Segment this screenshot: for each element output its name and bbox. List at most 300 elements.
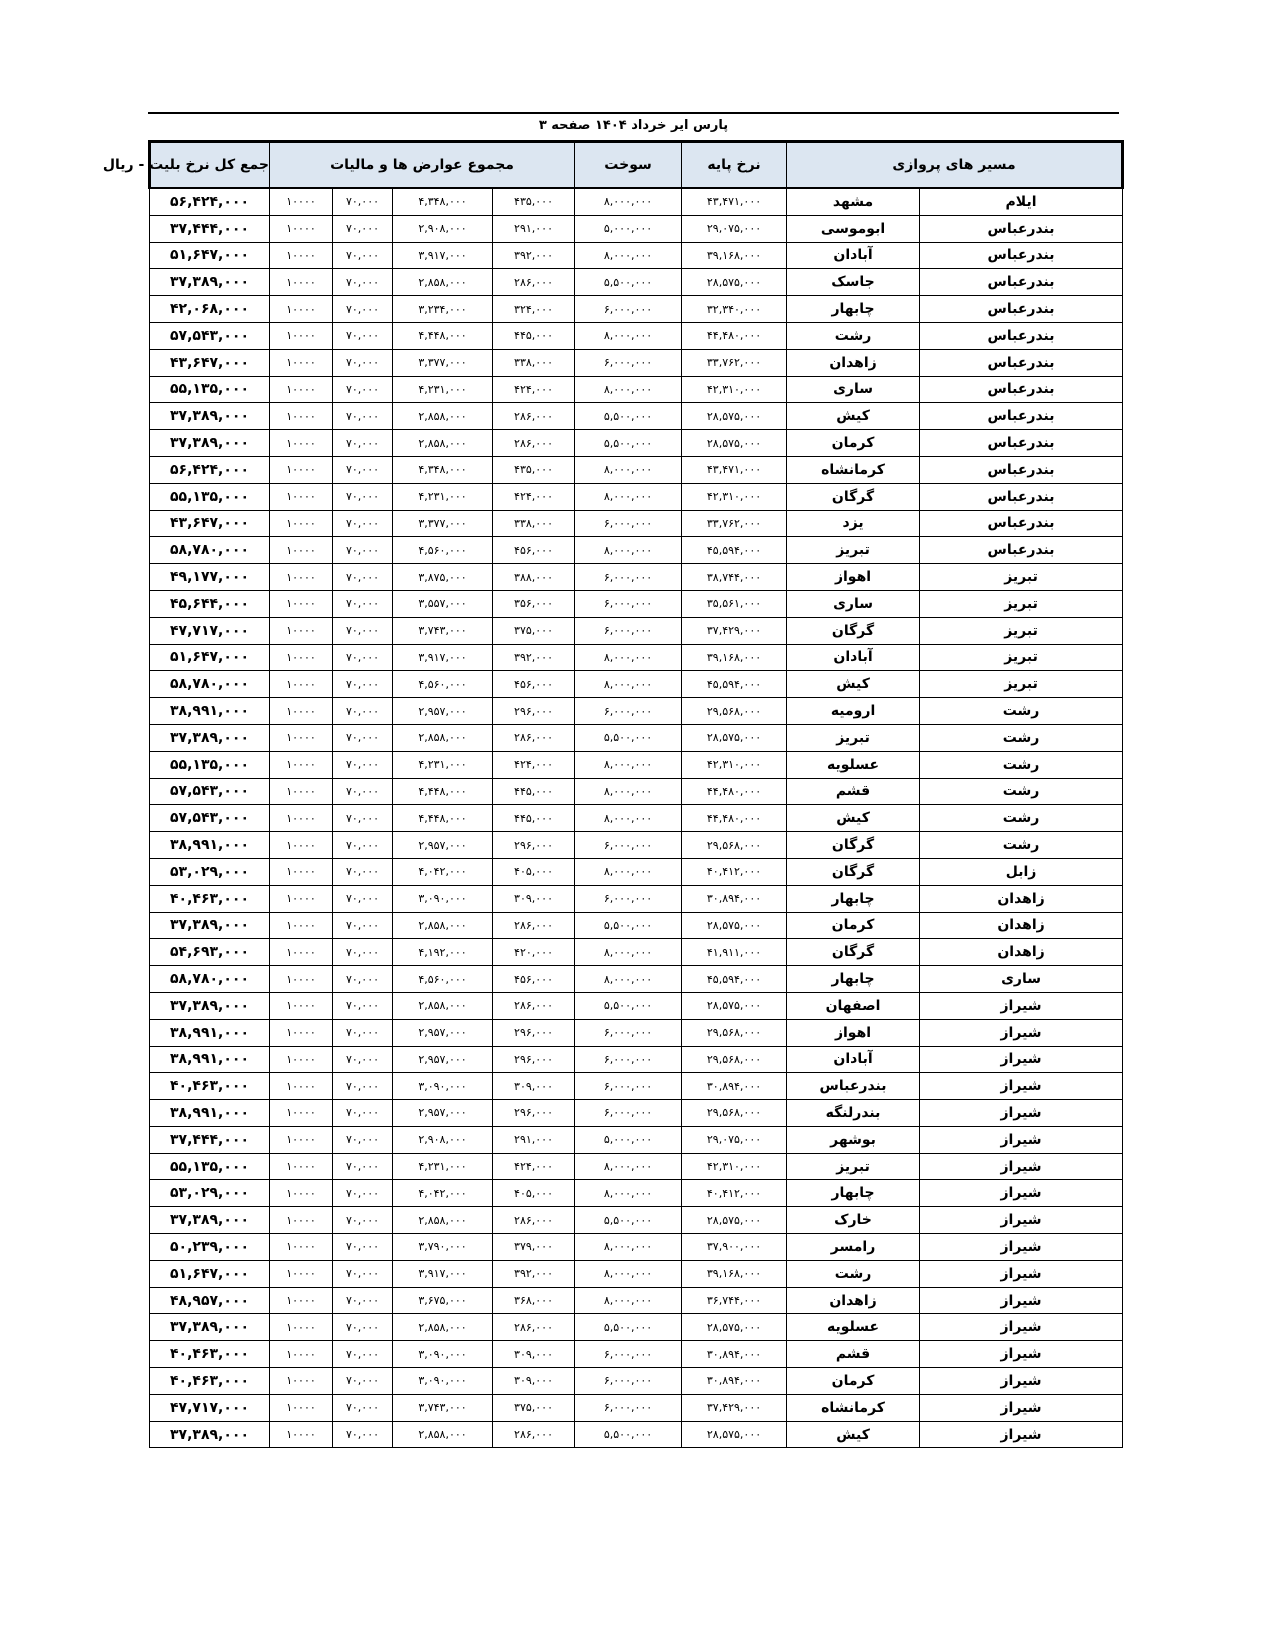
cell-tax-2: ۷۰,۰۰۰ (333, 671, 393, 698)
cell-total: ۳۷,۴۴۴,۰۰۰ (150, 1126, 270, 1153)
cell-destination: گرگان (787, 858, 920, 885)
table-row (150, 1153, 1123, 1180)
cell-base-fare: ۳۶,۷۴۴,۰۰۰ (682, 1287, 787, 1314)
cell-fuel: ۶,۰۰۰,۰۰۰ (575, 1073, 682, 1100)
table-row (150, 751, 1123, 778)
cell-destination: آبادان (787, 242, 920, 269)
cell-origin: شیراز (920, 1019, 1123, 1046)
cell-base-fare: ۲۹,۵۶۸,۰۰۰ (682, 832, 787, 859)
cell-fuel: ۶,۰۰۰,۰۰۰ (575, 1368, 682, 1395)
cell-fuel: ۸,۰۰۰,۰۰۰ (575, 751, 682, 778)
cell-total: ۳۷,۳۸۹,۰۰۰ (150, 992, 270, 1019)
cell-tax-3: ۳,۰۹۰,۰۰۰ (393, 1368, 493, 1395)
cell-tax-2: ۷۰,۰۰۰ (333, 376, 393, 403)
table-row (150, 1019, 1123, 1046)
cell-tax-1: ۱۰۰۰۰ (270, 1287, 333, 1314)
cell-total: ۴۷,۷۱۷,۰۰۰ (150, 1394, 270, 1421)
cell-origin: زاهدان (920, 885, 1123, 912)
cell-origin: بندرعباس (920, 430, 1123, 457)
cell-tax-3: ۴,۴۴۸,۰۰۰ (393, 322, 493, 349)
cell-tax-4: ۴۰۵,۰۰۰ (493, 1180, 575, 1207)
cell-fuel: ۵,۵۰۰,۰۰۰ (575, 1314, 682, 1341)
cell-base-fare: ۲۸,۵۷۵,۰۰۰ (682, 992, 787, 1019)
fares-table (102, 140, 1124, 1448)
cell-tax-1: ۱۰۰۰۰ (270, 1180, 333, 1207)
cell-tax-3: ۴,۲۳۱,۰۰۰ (393, 376, 493, 403)
cell-tax-3: ۲,۹۵۷,۰۰۰ (393, 1019, 493, 1046)
cell-base-fare: ۳۵,۵۶۱,۰۰۰ (682, 590, 787, 617)
cell-origin: شیراز (920, 1341, 1123, 1368)
cell-tax-3: ۴,۰۴۲,۰۰۰ (393, 858, 493, 885)
cell-tax-3: ۳,۷۹۰,۰۰۰ (393, 1234, 493, 1261)
cell-tax-2: ۷۰,۰۰۰ (333, 564, 393, 591)
cell-fuel: ۶,۰۰۰,۰۰۰ (575, 1046, 682, 1073)
cell-destination: کیش (787, 805, 920, 832)
cell-base-fare: ۴۵,۵۹۴,۰۰۰ (682, 671, 787, 698)
cell-origin: بندرعباس (920, 269, 1123, 296)
cell-tax-1: ۱۰۰۰۰ (270, 671, 333, 698)
cell-fuel: ۸,۰۰۰,۰۰۰ (575, 858, 682, 885)
cell-destination: یزد (787, 510, 920, 537)
cell-fuel: ۶,۰۰۰,۰۰۰ (575, 349, 682, 376)
cell-fuel: ۸,۰۰۰,۰۰۰ (575, 805, 682, 832)
cell-tax-1: ۱۰۰۰۰ (270, 778, 333, 805)
cell-total: ۳۸,۹۹۱,۰۰۰ (150, 832, 270, 859)
cell-tax-4: ۲۹۱,۰۰۰ (493, 215, 575, 242)
cell-tax-3: ۳,۳۷۷,۰۰۰ (393, 349, 493, 376)
cell-destination: کرمان (787, 430, 920, 457)
table-row (150, 376, 1123, 403)
cell-fuel: ۵,۵۰۰,۰۰۰ (575, 403, 682, 430)
cell-total: ۴۳,۶۴۷,۰۰۰ (150, 349, 270, 376)
cell-origin: شیراز (920, 1207, 1123, 1234)
cell-origin: بندرعباس (920, 456, 1123, 483)
cell-total: ۵۷,۵۴۳,۰۰۰ (150, 778, 270, 805)
cell-tax-1: ۱۰۰۰۰ (270, 912, 333, 939)
cell-tax-3: ۲,۸۵۸,۰۰۰ (393, 403, 493, 430)
cell-tax-3: ۴,۲۳۱,۰۰۰ (393, 751, 493, 778)
cell-origin: رشت (920, 805, 1123, 832)
cell-tax-1: ۱۰۰۰۰ (270, 510, 333, 537)
cell-destination: بندرعباس (787, 1073, 920, 1100)
cell-tax-3: ۲,۹۰۸,۰۰۰ (393, 1126, 493, 1153)
header-taxes: مجموع عوارض ها و مالیات (270, 142, 575, 189)
cell-tax-4: ۲۸۶,۰۰۰ (493, 269, 575, 296)
cell-total: ۳۷,۳۸۹,۰۰۰ (150, 912, 270, 939)
cell-total: ۴۵,۶۴۴,۰۰۰ (150, 590, 270, 617)
cell-tax-2: ۷۰,۰۰۰ (333, 698, 393, 725)
cell-fuel: ۶,۰۰۰,۰۰۰ (575, 617, 682, 644)
cell-tax-1: ۱۰۰۰۰ (270, 617, 333, 644)
cell-base-fare: ۲۸,۵۷۵,۰۰۰ (682, 1207, 787, 1234)
cell-tax-4: ۲۹۶,۰۰۰ (493, 698, 575, 725)
cell-destination: زاهدان (787, 349, 920, 376)
cell-total: ۵۸,۷۸۰,۰۰۰ (150, 966, 270, 993)
cell-destination: چابهار (787, 966, 920, 993)
table-row (150, 778, 1123, 805)
cell-total: ۵۶,۴۲۴,۰۰۰ (150, 188, 270, 215)
cell-total: ۵۷,۵۴۳,۰۰۰ (150, 805, 270, 832)
cell-origin: شیراز (920, 1153, 1123, 1180)
cell-tax-2: ۷۰,۰۰۰ (333, 296, 393, 323)
cell-origin: بندرعباس (920, 322, 1123, 349)
cell-destination: گرگان (787, 483, 920, 510)
cell-tax-3: ۳,۰۹۰,۰۰۰ (393, 885, 493, 912)
cell-tax-3: ۲,۸۵۸,۰۰۰ (393, 1314, 493, 1341)
cell-tax-1: ۱۰۰۰۰ (270, 430, 333, 457)
cell-tax-3: ۲,۸۵۸,۰۰۰ (393, 269, 493, 296)
cell-fuel: ۶,۰۰۰,۰۰۰ (575, 1100, 682, 1127)
cell-total: ۵۱,۶۴۷,۰۰۰ (150, 1260, 270, 1287)
cell-tax-4: ۳۹۲,۰۰۰ (493, 242, 575, 269)
cell-origin: رشت (920, 724, 1123, 751)
cell-tax-1: ۱۰۰۰۰ (270, 269, 333, 296)
cell-tax-1: ۱۰۰۰۰ (270, 1368, 333, 1395)
cell-tax-1: ۱۰۰۰۰ (270, 1046, 333, 1073)
table-row (150, 188, 1123, 215)
cell-origin: شیراز (920, 1394, 1123, 1421)
cell-tax-4: ۴۵۶,۰۰۰ (493, 537, 575, 564)
table-row (150, 1260, 1123, 1287)
cell-tax-3: ۴,۵۶۰,۰۰۰ (393, 537, 493, 564)
cell-base-fare: ۴۰,۴۱۲,۰۰۰ (682, 1180, 787, 1207)
cell-tax-1: ۱۰۰۰۰ (270, 698, 333, 725)
cell-origin: بندرعباس (920, 483, 1123, 510)
cell-tax-3: ۳,۰۹۰,۰۰۰ (393, 1341, 493, 1368)
table-row (150, 832, 1123, 859)
cell-base-fare: ۳۷,۴۲۹,۰۰۰ (682, 1394, 787, 1421)
cell-tax-1: ۱۰۰۰۰ (270, 1421, 333, 1448)
cell-origin: بندرعباس (920, 537, 1123, 564)
cell-fuel: ۸,۰۰۰,۰۰۰ (575, 483, 682, 510)
cell-tax-2: ۷۰,۰۰۰ (333, 617, 393, 644)
cell-destination: زاهدان (787, 1287, 920, 1314)
cell-tax-1: ۱۰۰۰۰ (270, 1153, 333, 1180)
cell-base-fare: ۴۲,۳۱۰,۰۰۰ (682, 376, 787, 403)
cell-destination: کرمانشاه (787, 456, 920, 483)
header-total: جمع کل نرخ بلیت - ریال (150, 142, 270, 189)
cell-destination: گرگان (787, 832, 920, 859)
cell-origin: تبریز (920, 564, 1123, 591)
cell-tax-1: ۱۰۰۰۰ (270, 1260, 333, 1287)
cell-fuel: ۸,۰۰۰,۰۰۰ (575, 376, 682, 403)
cell-fuel: ۶,۰۰۰,۰۰۰ (575, 832, 682, 859)
cell-tax-4: ۳۳۸,۰۰۰ (493, 510, 575, 537)
cell-tax-2: ۷۰,۰۰۰ (333, 805, 393, 832)
table-row (150, 456, 1123, 483)
table-row (150, 644, 1123, 671)
cell-origin: رشت (920, 778, 1123, 805)
cell-tax-3: ۲,۸۵۸,۰۰۰ (393, 1421, 493, 1448)
cell-tax-4: ۲۹۶,۰۰۰ (493, 832, 575, 859)
cell-tax-4: ۲۸۶,۰۰۰ (493, 430, 575, 457)
cell-destination: گرگان (787, 939, 920, 966)
table-row (150, 1100, 1123, 1127)
cell-base-fare: ۳۹,۱۶۸,۰۰۰ (682, 1260, 787, 1287)
table-row (150, 1180, 1123, 1207)
cell-tax-4: ۴۲۰,۰۰۰ (493, 939, 575, 966)
cell-origin: تبریز (920, 644, 1123, 671)
cell-total: ۳۸,۹۹۱,۰۰۰ (150, 1100, 270, 1127)
header-route: مسیر های پروازی (787, 142, 1123, 189)
cell-base-fare: ۴۳,۴۷۱,۰۰۰ (682, 456, 787, 483)
cell-destination: آبادان (787, 1046, 920, 1073)
cell-total: ۴۷,۷۱۷,۰۰۰ (150, 617, 270, 644)
table-row (150, 885, 1123, 912)
cell-tax-3: ۳,۰۹۰,۰۰۰ (393, 1073, 493, 1100)
cell-base-fare: ۴۴,۴۸۰,۰۰۰ (682, 778, 787, 805)
cell-destination: قشم (787, 778, 920, 805)
cell-destination: چابهار (787, 296, 920, 323)
cell-tax-3: ۳,۵۵۷,۰۰۰ (393, 590, 493, 617)
cell-base-fare: ۳۹,۱۶۸,۰۰۰ (682, 644, 787, 671)
table-row (150, 671, 1123, 698)
cell-tax-4: ۳۶۸,۰۰۰ (493, 1287, 575, 1314)
header-row (150, 142, 1123, 189)
cell-tax-4: ۳۰۹,۰۰۰ (493, 885, 575, 912)
cell-fuel: ۸,۰۰۰,۰۰۰ (575, 1234, 682, 1261)
cell-total: ۴۲,۰۶۸,۰۰۰ (150, 296, 270, 323)
cell-destination: تبریز (787, 537, 920, 564)
cell-tax-2: ۷۰,۰۰۰ (333, 1100, 393, 1127)
cell-tax-4: ۳۲۴,۰۰۰ (493, 296, 575, 323)
table-row (150, 1046, 1123, 1073)
table-row (150, 939, 1123, 966)
cell-tax-3: ۴,۴۴۸,۰۰۰ (393, 778, 493, 805)
cell-tax-1: ۱۰۰۰۰ (270, 1073, 333, 1100)
cell-origin: رشت (920, 698, 1123, 725)
cell-origin: تبریز (920, 671, 1123, 698)
cell-tax-2: ۷۰,۰۰۰ (333, 966, 393, 993)
cell-tax-3: ۴,۲۳۱,۰۰۰ (393, 1153, 493, 1180)
cell-destination: عسلویه (787, 751, 920, 778)
cell-tax-4: ۳۷۵,۰۰۰ (493, 1394, 575, 1421)
cell-destination: آبادان (787, 644, 920, 671)
cell-base-fare: ۴۵,۵۹۴,۰۰۰ (682, 966, 787, 993)
cell-tax-4: ۴۴۵,۰۰۰ (493, 805, 575, 832)
cell-tax-1: ۱۰۰۰۰ (270, 805, 333, 832)
table-row (150, 1394, 1123, 1421)
cell-tax-1: ۱۰۰۰۰ (270, 188, 333, 215)
cell-destination: ساری (787, 590, 920, 617)
cell-tax-1: ۱۰۰۰۰ (270, 1207, 333, 1234)
cell-tax-2: ۷۰,۰۰۰ (333, 832, 393, 859)
cell-tax-4: ۴۲۴,۰۰۰ (493, 376, 575, 403)
cell-fuel: ۵,۵۰۰,۰۰۰ (575, 430, 682, 457)
table-row (150, 1126, 1123, 1153)
cell-base-fare: ۲۹,۵۶۸,۰۰۰ (682, 1019, 787, 1046)
cell-destination: اهواز (787, 1019, 920, 1046)
cell-base-fare: ۳۷,۹۰۰,۰۰۰ (682, 1234, 787, 1261)
cell-destination: کرمان (787, 912, 920, 939)
cell-base-fare: ۲۸,۵۷۵,۰۰۰ (682, 724, 787, 751)
cell-total: ۴۰,۴۶۳,۰۰۰ (150, 1073, 270, 1100)
cell-base-fare: ۳۳,۷۶۲,۰۰۰ (682, 349, 787, 376)
cell-tax-4: ۳۰۹,۰۰۰ (493, 1341, 575, 1368)
cell-fuel: ۸,۰۰۰,۰۰۰ (575, 1153, 682, 1180)
table-row (150, 349, 1123, 376)
header-fuel: سوخت (575, 142, 682, 189)
cell-tax-3: ۳,۹۱۷,۰۰۰ (393, 1260, 493, 1287)
cell-origin: زاهدان (920, 939, 1123, 966)
cell-base-fare: ۲۸,۵۷۵,۰۰۰ (682, 403, 787, 430)
cell-fuel: ۸,۰۰۰,۰۰۰ (575, 1287, 682, 1314)
cell-fuel: ۶,۰۰۰,۰۰۰ (575, 885, 682, 912)
cell-tax-3: ۲,۹۵۷,۰۰۰ (393, 698, 493, 725)
cell-origin: شیراز (920, 1234, 1123, 1261)
cell-tax-2: ۷۰,۰۰۰ (333, 1287, 393, 1314)
table-row (150, 858, 1123, 885)
cell-tax-4: ۳۷۹,۰۰۰ (493, 1234, 575, 1261)
cell-tax-3: ۴,۱۹۲,۰۰۰ (393, 939, 493, 966)
cell-total: ۳۷,۳۸۹,۰۰۰ (150, 430, 270, 457)
table-row (150, 966, 1123, 993)
cell-fuel: ۸,۰۰۰,۰۰۰ (575, 1260, 682, 1287)
cell-total: ۳۸,۹۹۱,۰۰۰ (150, 1019, 270, 1046)
cell-origin: شیراز (920, 1073, 1123, 1100)
table-row (150, 1287, 1123, 1314)
cell-destination: قشم (787, 1341, 920, 1368)
cell-tax-2: ۷۰,۰۰۰ (333, 215, 393, 242)
cell-tax-4: ۳۷۵,۰۰۰ (493, 617, 575, 644)
cell-tax-2: ۷۰,۰۰۰ (333, 1073, 393, 1100)
cell-tax-4: ۳۹۲,۰۰۰ (493, 644, 575, 671)
cell-tax-2: ۷۰,۰۰۰ (333, 1314, 393, 1341)
cell-tax-3: ۲,۸۵۸,۰۰۰ (393, 992, 493, 1019)
cell-fuel: ۵,۰۰۰,۰۰۰ (575, 215, 682, 242)
cell-base-fare: ۳۸,۷۴۴,۰۰۰ (682, 564, 787, 591)
cell-tax-1: ۱۰۰۰۰ (270, 376, 333, 403)
cell-total: ۴۸,۹۵۷,۰۰۰ (150, 1287, 270, 1314)
cell-origin: رشت (920, 751, 1123, 778)
table-row (150, 805, 1123, 832)
cell-total: ۵۸,۷۸۰,۰۰۰ (150, 671, 270, 698)
cell-fuel: ۸,۰۰۰,۰۰۰ (575, 456, 682, 483)
table-row (150, 992, 1123, 1019)
cell-tax-1: ۱۰۰۰۰ (270, 564, 333, 591)
cell-origin: زاهدان (920, 912, 1123, 939)
cell-fuel: ۸,۰۰۰,۰۰۰ (575, 966, 682, 993)
cell-tax-4: ۴۳۵,۰۰۰ (493, 188, 575, 215)
cell-tax-4: ۳۸۸,۰۰۰ (493, 564, 575, 591)
cell-tax-1: ۱۰۰۰۰ (270, 1394, 333, 1421)
cell-destination: رامسر (787, 1234, 920, 1261)
cell-destination: ساری (787, 376, 920, 403)
table-row (150, 1207, 1123, 1234)
cell-tax-2: ۷۰,۰۰۰ (333, 430, 393, 457)
table-row (150, 564, 1123, 591)
cell-tax-2: ۷۰,۰۰۰ (333, 1153, 393, 1180)
cell-base-fare: ۳۰,۸۹۴,۰۰۰ (682, 1073, 787, 1100)
cell-tax-1: ۱۰۰۰۰ (270, 939, 333, 966)
cell-origin: شیراز (920, 1314, 1123, 1341)
cell-fuel: ۶,۰۰۰,۰۰۰ (575, 296, 682, 323)
cell-tax-4: ۴۲۴,۰۰۰ (493, 1153, 575, 1180)
table-row (150, 296, 1123, 323)
cell-total: ۵۳,۰۲۹,۰۰۰ (150, 1180, 270, 1207)
cell-fuel: ۸,۰۰۰,۰۰۰ (575, 537, 682, 564)
cell-origin: شیراز (920, 1368, 1123, 1395)
table-row (150, 724, 1123, 751)
cell-tax-4: ۳۵۶,۰۰۰ (493, 590, 575, 617)
cell-tax-2: ۷۰,۰۰۰ (333, 939, 393, 966)
cell-fuel: ۶,۰۰۰,۰۰۰ (575, 1019, 682, 1046)
cell-fuel: ۶,۰۰۰,۰۰۰ (575, 510, 682, 537)
cell-total: ۵۰,۲۳۹,۰۰۰ (150, 1234, 270, 1261)
cell-tax-4: ۲۸۶,۰۰۰ (493, 992, 575, 1019)
cell-tax-4: ۲۹۶,۰۰۰ (493, 1100, 575, 1127)
cell-tax-3: ۳,۶۷۵,۰۰۰ (393, 1287, 493, 1314)
cell-destination: چابهار (787, 885, 920, 912)
cell-origin: شیراز (920, 992, 1123, 1019)
cell-origin: رشت (920, 832, 1123, 859)
table-row (150, 430, 1123, 457)
cell-base-fare: ۲۸,۵۷۵,۰۰۰ (682, 1314, 787, 1341)
table-row (150, 1314, 1123, 1341)
cell-fuel: ۸,۰۰۰,۰۰۰ (575, 322, 682, 349)
cell-fuel: ۶,۰۰۰,۰۰۰ (575, 564, 682, 591)
cell-total: ۳۷,۳۸۹,۰۰۰ (150, 1314, 270, 1341)
cell-total: ۵۷,۵۴۳,۰۰۰ (150, 322, 270, 349)
cell-tax-2: ۷۰,۰۰۰ (333, 858, 393, 885)
cell-destination: ارومیه (787, 698, 920, 725)
cell-base-fare: ۳۲,۳۴۰,۰۰۰ (682, 296, 787, 323)
cell-destination: بوشهر (787, 1126, 920, 1153)
cell-tax-2: ۷۰,۰۰۰ (333, 456, 393, 483)
cell-tax-3: ۲,۸۵۸,۰۰۰ (393, 912, 493, 939)
cell-tax-3: ۲,۹۵۷,۰۰۰ (393, 1100, 493, 1127)
cell-tax-2: ۷۰,۰۰۰ (333, 1180, 393, 1207)
cell-tax-3: ۳,۷۴۳,۰۰۰ (393, 617, 493, 644)
cell-total: ۳۷,۳۸۹,۰۰۰ (150, 1207, 270, 1234)
cell-tax-1: ۱۰۰۰۰ (270, 832, 333, 859)
cell-tax-2: ۷۰,۰۰۰ (333, 1126, 393, 1153)
cell-fuel: ۵,۵۰۰,۰۰۰ (575, 992, 682, 1019)
cell-total: ۵۱,۶۴۷,۰۰۰ (150, 644, 270, 671)
cell-tax-4: ۲۹۱,۰۰۰ (493, 1126, 575, 1153)
cell-destination: ابوموسی (787, 215, 920, 242)
cell-tax-1: ۱۰۰۰۰ (270, 403, 333, 430)
page-title: پارس ایر خرداد ۱۴۰۴ صفحه ۳ (538, 118, 729, 133)
cell-tax-3: ۲,۹۰۸,۰۰۰ (393, 215, 493, 242)
cell-total: ۳۷,۳۸۹,۰۰۰ (150, 1421, 270, 1448)
cell-total: ۴۰,۴۶۳,۰۰۰ (150, 1368, 270, 1395)
cell-base-fare: ۴۲,۳۱۰,۰۰۰ (682, 483, 787, 510)
cell-total: ۵۵,۱۳۵,۰۰۰ (150, 376, 270, 403)
cell-tax-3: ۳,۹۱۷,۰۰۰ (393, 644, 493, 671)
cell-tax-4: ۳۰۹,۰۰۰ (493, 1073, 575, 1100)
cell-tax-3: ۴,۵۶۰,۰۰۰ (393, 966, 493, 993)
cell-total: ۳۷,۴۴۴,۰۰۰ (150, 215, 270, 242)
cell-total: ۳۷,۳۸۹,۰۰۰ (150, 724, 270, 751)
cell-tax-4: ۴۲۴,۰۰۰ (493, 751, 575, 778)
cell-origin: بندرعباس (920, 403, 1123, 430)
cell-tax-2: ۷۰,۰۰۰ (333, 1394, 393, 1421)
table-row (150, 322, 1123, 349)
cell-tax-2: ۷۰,۰۰۰ (333, 992, 393, 1019)
cell-total: ۴۹,۱۷۷,۰۰۰ (150, 564, 270, 591)
cell-total: ۵۵,۱۳۵,۰۰۰ (150, 751, 270, 778)
cell-tax-2: ۷۰,۰۰۰ (333, 590, 393, 617)
cell-total: ۳۸,۹۹۱,۰۰۰ (150, 1046, 270, 1073)
cell-tax-2: ۷۰,۰۰۰ (333, 724, 393, 751)
header-base-fare: نرخ پایه (682, 142, 787, 189)
cell-base-fare: ۳۳,۷۶۲,۰۰۰ (682, 510, 787, 537)
table-row (150, 617, 1123, 644)
cell-total: ۳۷,۳۸۹,۰۰۰ (150, 403, 270, 430)
cell-fuel: ۶,۰۰۰,۰۰۰ (575, 1341, 682, 1368)
cell-base-fare: ۲۸,۵۷۵,۰۰۰ (682, 912, 787, 939)
